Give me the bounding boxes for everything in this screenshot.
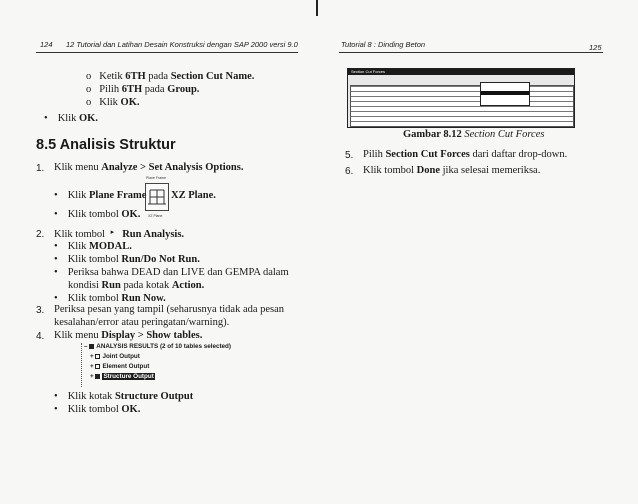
bullet-item: • Klik tombol OK. (54, 209, 141, 220)
right-page-number: 125 (589, 43, 602, 52)
left-running-header: 12 Tutorial dan Latihan Desain Konstruksi dengan SAP 2000 versi 9.0 (66, 40, 298, 49)
figure-caption: Gambar 8.12 Section Cut Forces (403, 129, 545, 140)
tree-item-structure-output[interactable]: + Structure Output (90, 373, 154, 380)
step-text: Klik menu Analyze > Set Analysis Options. (54, 162, 244, 173)
run-analysis-icon: ▸ (110, 228, 115, 236)
bullet-item: • Klik tombol Run Now. (54, 293, 166, 304)
left-page-number: 124 (40, 40, 53, 49)
tree-guide (81, 343, 83, 387)
dropdown-highlight (481, 91, 529, 95)
step-number: 2. (36, 229, 45, 240)
tree-root[interactable]: – ANALYSIS RESULTS (2 of 10 tables selected) (84, 343, 231, 350)
xz-plane-label: XZ Plane. (171, 190, 216, 201)
plane-frame-icon[interactable] (145, 183, 169, 211)
tree-item-element-output[interactable]: + Element Output (90, 363, 150, 370)
step-number: 5. (345, 150, 354, 161)
sub-item: o Ketik 6TH pada Section Cut Name. (86, 71, 255, 82)
bullet-item: • Klik Plane Frame (54, 190, 147, 201)
checkbox-icon[interactable] (89, 344, 94, 349)
bullet-item: • Klik OK. (44, 113, 98, 124)
step-text: Klik tombol ▸ Run Analysis. (54, 228, 185, 240)
step-text: kesalahan/error atau peringatan/warning). (54, 317, 230, 328)
step-text: Periksa pesan yang tampil (seharusnya tidak ada pesan (54, 304, 285, 315)
checkbox-icon[interactable] (95, 354, 100, 359)
table-dropdown[interactable] (480, 82, 530, 106)
results-table[interactable] (350, 85, 574, 127)
xz-plane-caption: XZ Plane (148, 214, 163, 218)
step-number: 3. (36, 305, 45, 316)
left-header-rule (36, 52, 298, 53)
sub-item: o Pilih 6TH pada Group. (86, 84, 200, 95)
step-number: 1. (36, 163, 45, 174)
right-header-rule (339, 52, 603, 53)
section-title: 8.5 Analisis Struktur (36, 137, 176, 153)
step-number: 4. (36, 331, 45, 342)
bullet-continuation: kondisi Run pada kotak Action. (68, 280, 205, 291)
bullet-item: • Klik tombol Run/Do Not Run. (54, 254, 200, 265)
step-text: Klik tombol Done jika selesai memeriksa. (363, 165, 541, 176)
section-cut-forces-window (347, 68, 575, 128)
window-menubar (348, 75, 574, 80)
sub-item: o Klik OK. (86, 97, 140, 108)
tree-item-joint-output[interactable]: + Joint Output (90, 353, 140, 360)
step-text: Klik menu Display > Show tables. (54, 330, 203, 341)
window-title: Section Cut Forces (348, 69, 574, 75)
bullet-item: • Klik kotak Structure Output (54, 391, 194, 402)
plane-frame-caption: Plane Frame (146, 176, 167, 180)
checkbox-icon[interactable] (95, 374, 100, 379)
step-number: 6. (345, 166, 354, 177)
step-text: Pilih Section Cut Forces dari daftar drop-down. (363, 149, 568, 160)
bullet-item: • Klik tombol OK. (54, 404, 141, 415)
right-running-header: Tutorial 8 : Dinding Beton (341, 40, 426, 49)
bullet-item: • Periksa bahwa DEAD dan LIVE dan GEMPA dalam (54, 267, 289, 278)
bullet-item: • Klik MODAL. (54, 241, 132, 252)
checkbox-icon[interactable] (95, 364, 100, 369)
